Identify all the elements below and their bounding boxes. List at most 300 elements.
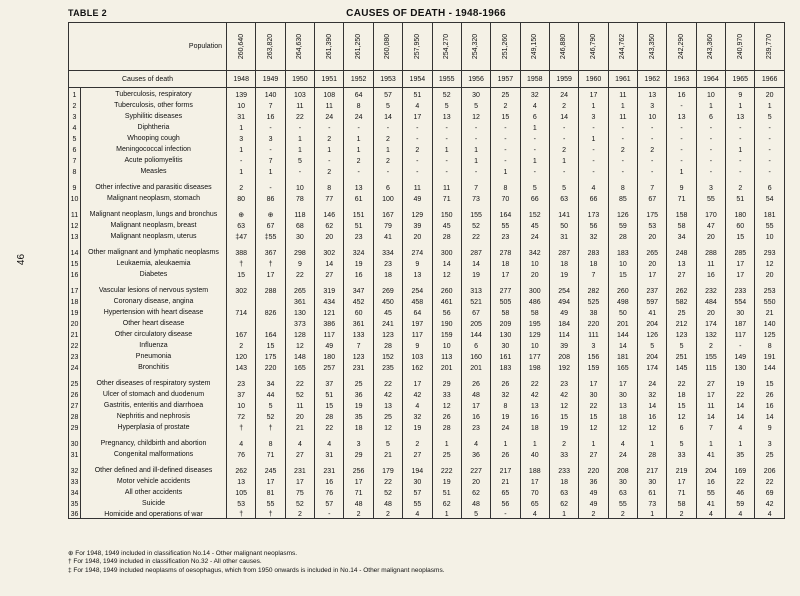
value-cell: 129 xyxy=(520,328,549,339)
value-cell: 18 xyxy=(520,421,549,432)
value-cell: - xyxy=(667,154,696,165)
value-cell: 105 xyxy=(227,486,256,497)
value-cell: 17 xyxy=(461,399,490,410)
value-cell: 12 xyxy=(373,421,402,432)
year-header: 1954 xyxy=(403,71,432,88)
table-header xyxy=(68,8,784,22)
cause-name: Measles xyxy=(81,165,227,176)
cause-name: Homicide and operations of war xyxy=(81,508,227,519)
value-cell: 597 xyxy=(638,295,667,306)
value-cell: 334 xyxy=(373,241,402,257)
value-cell: 342 xyxy=(520,241,549,257)
value-cell: - xyxy=(696,121,725,132)
value-cell: 367 xyxy=(256,241,285,257)
value-cell: 11 xyxy=(432,176,461,192)
value-cell: 222 xyxy=(432,459,461,475)
value-cell: 220 xyxy=(579,317,608,328)
value-cell: 7 xyxy=(461,176,490,192)
value-cell: 11 xyxy=(696,399,725,410)
value-cell: 81 xyxy=(256,486,285,497)
value-cell: 11 xyxy=(608,88,637,99)
value-cell: 1 xyxy=(227,121,256,132)
value-cell: 3 xyxy=(696,176,725,192)
value-cell xyxy=(227,317,256,328)
value-cell: 1 xyxy=(638,508,667,519)
population-value: 244,762 xyxy=(619,33,627,60)
cause-name: Diphtheria xyxy=(81,121,227,132)
population-value: 251,260 xyxy=(501,33,509,60)
value-cell: 11 xyxy=(285,399,314,410)
value-cell: 143 xyxy=(227,361,256,372)
table-row xyxy=(69,230,785,241)
value-cell: 195 xyxy=(520,317,549,328)
value-cell: 12 xyxy=(638,421,667,432)
value-cell: 18 xyxy=(344,421,373,432)
year-header: 1951 xyxy=(315,71,344,88)
value-cell: - xyxy=(579,121,608,132)
value-cell: 130 xyxy=(726,361,755,372)
value-cell: 22 xyxy=(373,475,402,486)
value-cell: 265 xyxy=(285,279,314,295)
table-row xyxy=(69,154,785,165)
value-cell: 42 xyxy=(373,388,402,399)
row-number: 18 xyxy=(69,295,81,306)
population-cell xyxy=(461,23,490,71)
value-cell: - xyxy=(667,121,696,132)
value-cell: 63 xyxy=(227,219,256,230)
value-cell: 22 xyxy=(726,475,755,486)
value-cell: 8 xyxy=(256,432,285,448)
population-row xyxy=(69,23,785,71)
value-cell: 78 xyxy=(285,192,314,203)
value-cell: 27 xyxy=(285,448,314,459)
value-cell: 164 xyxy=(491,203,520,219)
table-row xyxy=(69,257,785,268)
value-cell: 59 xyxy=(608,219,637,230)
value-cell: 24 xyxy=(608,448,637,459)
year-header: 1965 xyxy=(726,71,755,88)
value-cell: 1 xyxy=(579,432,608,448)
population-cell xyxy=(432,23,461,71)
value-cell: - xyxy=(726,132,755,143)
value-cell: - xyxy=(491,132,520,143)
value-cell: 20 xyxy=(315,230,344,241)
value-cell: 22 xyxy=(373,372,402,388)
value-cell: 7 xyxy=(344,339,373,350)
value-cell: 18 xyxy=(579,257,608,268)
value-cell: - xyxy=(256,176,285,192)
row-number: 16 xyxy=(69,268,81,279)
value-cell: 1 xyxy=(726,99,755,110)
year-header: 1966 xyxy=(755,71,784,88)
value-cell: 49 xyxy=(549,306,578,317)
value-cell: 1 xyxy=(256,165,285,176)
cause-name: Coronary disease, angina xyxy=(81,295,227,306)
row-number: 2 xyxy=(69,99,81,110)
value-cell: 121 xyxy=(315,306,344,317)
value-cell: 282 xyxy=(579,279,608,295)
value-cell: 40 xyxy=(520,448,549,459)
row-number: 17 xyxy=(69,279,81,295)
row-number: 30 xyxy=(69,432,81,448)
population-value: 261,250 xyxy=(355,33,363,60)
value-cell: - xyxy=(315,154,344,165)
value-cell: 4 xyxy=(520,99,549,110)
value-cell: 192 xyxy=(549,361,578,372)
cause-name: Pregnancy, childbirth and abortion xyxy=(81,432,227,448)
value-cell: 1 xyxy=(227,143,256,154)
value-cell: 9 xyxy=(667,176,696,192)
value-cell: 13 xyxy=(608,399,637,410)
value-cell: 15 xyxy=(667,399,696,410)
value-cell: 1 xyxy=(579,99,608,110)
value-cell: 17 xyxy=(256,475,285,486)
value-cell: 29 xyxy=(344,448,373,459)
value-cell: 20 xyxy=(285,410,314,421)
value-cell: 120 xyxy=(227,350,256,361)
cause-name: Tuberculosis, other forms xyxy=(81,99,227,110)
value-cell: 23 xyxy=(461,421,490,432)
value-cell: 16 xyxy=(344,268,373,279)
cause-name: Other defined and ill-defined diseases xyxy=(81,459,227,475)
value-cell: 22 xyxy=(285,268,314,279)
value-cell: 62 xyxy=(432,497,461,508)
value-cell: 4 xyxy=(403,508,432,519)
value-cell: 20 xyxy=(755,88,784,99)
value-cell: - xyxy=(579,143,608,154)
value-cell: - xyxy=(285,165,314,176)
row-number: 26 xyxy=(69,388,81,399)
value-cell: 13 xyxy=(667,257,696,268)
value-cell: 53 xyxy=(638,219,667,230)
value-cell: 3 xyxy=(227,132,256,143)
value-cell: 484 xyxy=(696,295,725,306)
value-cell: - xyxy=(461,121,490,132)
value-cell: 300 xyxy=(432,241,461,257)
value-cell: 2 xyxy=(344,154,373,165)
value-cell: 285 xyxy=(726,241,755,257)
value-cell: 16 xyxy=(638,410,667,421)
value-cell: 1 xyxy=(344,143,373,154)
value-cell: 15 xyxy=(256,339,285,350)
value-cell: - xyxy=(667,143,696,154)
value-cell: 56 xyxy=(579,219,608,230)
value-cell: 233 xyxy=(726,279,755,295)
value-cell: 205 xyxy=(461,317,490,328)
value-cell: 13 xyxy=(520,399,549,410)
value-cell: 37 xyxy=(315,372,344,388)
value-cell: 505 xyxy=(491,295,520,306)
value-cell: 49 xyxy=(579,486,608,497)
table-row xyxy=(69,372,785,388)
value-cell: 159 xyxy=(579,361,608,372)
value-cell: 39 xyxy=(403,219,432,230)
row-number: 10 xyxy=(69,192,81,203)
value-cell: 525 xyxy=(579,295,608,306)
value-cell: 1 xyxy=(608,99,637,110)
value-cell: 22 xyxy=(726,388,755,399)
value-cell: 55 xyxy=(696,192,725,203)
value-cell: 68 xyxy=(285,219,314,230)
value-cell: 298 xyxy=(285,241,314,257)
value-cell: 2 xyxy=(373,132,402,143)
value-cell: 37 xyxy=(227,388,256,399)
value-cell: 62 xyxy=(461,486,490,497)
value-cell: 19 xyxy=(432,475,461,486)
population-cell xyxy=(227,23,256,71)
value-cell: 17 xyxy=(638,268,667,279)
value-cell: 458 xyxy=(403,295,432,306)
cause-name: Hyperplasia of prostate xyxy=(81,421,227,432)
value-cell: 10 xyxy=(520,339,549,350)
value-cell: 114 xyxy=(549,328,578,339)
value-cell: 26 xyxy=(755,388,784,399)
population-cell xyxy=(256,23,285,71)
value-cell: - xyxy=(638,154,667,165)
value-cell: 16 xyxy=(256,110,285,121)
value-cell: 5 xyxy=(638,339,667,350)
value-cell: - xyxy=(520,132,549,143)
value-cell: - xyxy=(461,165,490,176)
value-cell: 300 xyxy=(520,279,549,295)
population-cell xyxy=(285,23,314,71)
year-header: 1964 xyxy=(696,71,725,88)
value-cell: 36 xyxy=(461,448,490,459)
row-number: 1 xyxy=(69,88,81,99)
value-cell: 5 xyxy=(755,110,784,121)
value-cell: - xyxy=(432,121,461,132)
value-cell: 51 xyxy=(726,192,755,203)
value-cell: 14 xyxy=(638,399,667,410)
value-cell: 73 xyxy=(638,497,667,508)
value-cell: 20 xyxy=(696,306,725,317)
population-cell xyxy=(344,23,373,71)
value-cell: 8 xyxy=(315,176,344,192)
value-cell: 32 xyxy=(403,410,432,421)
value-cell: ⊕ xyxy=(227,203,256,219)
value-cell: 42 xyxy=(549,388,578,399)
value-cell: 1 xyxy=(285,132,314,143)
population-cell xyxy=(696,23,725,71)
causes-of-death-table xyxy=(68,22,785,519)
value-cell: 126 xyxy=(608,203,637,219)
value-cell: 7 xyxy=(638,176,667,192)
value-cell: 125 xyxy=(755,328,784,339)
value-cell: - xyxy=(726,165,755,176)
footnote: ‡ For 1948, 1949 included neoplasms of oesophagus, which from 1950 onwards is included in No.14 - Other malignant neoplasms. xyxy=(68,566,445,574)
value-cell: 2 xyxy=(667,508,696,519)
value-cell: 144 xyxy=(608,328,637,339)
population-value: 254,270 xyxy=(443,33,451,60)
table-row xyxy=(69,388,785,399)
value-cell: 386 xyxy=(315,317,344,328)
value-cell: 550 xyxy=(755,295,784,306)
value-cell: 6 xyxy=(520,110,549,121)
value-cell: 10 xyxy=(696,88,725,99)
value-cell: 174 xyxy=(638,361,667,372)
value-cell: - xyxy=(696,143,725,154)
value-cell: 265 xyxy=(638,241,667,257)
value-cell: 62 xyxy=(315,219,344,230)
population-value: 242,290 xyxy=(678,33,686,60)
value-cell: 61 xyxy=(344,192,373,203)
value-cell: 159 xyxy=(432,328,461,339)
value-cell: 1 xyxy=(520,121,549,132)
value-cell: 21 xyxy=(755,306,784,317)
value-cell: 27 xyxy=(315,268,344,279)
page-number: 46 xyxy=(16,253,28,266)
value-cell: 33 xyxy=(432,388,461,399)
value-cell: 13 xyxy=(638,88,667,99)
value-cell: 15 xyxy=(579,410,608,421)
value-cell: 554 xyxy=(726,295,755,306)
value-cell: 251 xyxy=(667,350,696,361)
value-cell: 30 xyxy=(461,88,490,99)
value-cell: 149 xyxy=(726,350,755,361)
value-cell: 19 xyxy=(344,257,373,268)
value-cell: 212 xyxy=(667,317,696,328)
value-cell: 12 xyxy=(579,421,608,432)
population-value: 243,350 xyxy=(648,33,656,60)
year-header: 1955 xyxy=(432,71,461,88)
value-cell: † xyxy=(256,421,285,432)
value-cell: 70 xyxy=(491,192,520,203)
value-cell: 206 xyxy=(755,459,784,475)
table-row xyxy=(69,132,785,143)
value-cell: 1 xyxy=(667,165,696,176)
value-cell: 5 xyxy=(461,508,490,519)
table-row xyxy=(69,165,785,176)
value-cell: 194 xyxy=(403,459,432,475)
value-cell: 187 xyxy=(726,317,755,328)
value-cell: 191 xyxy=(755,350,784,361)
value-cell: 19 xyxy=(344,399,373,410)
value-cell: 13 xyxy=(667,110,696,121)
value-cell: 220 xyxy=(256,361,285,372)
row-number: 6 xyxy=(69,143,81,154)
year-header: 1958 xyxy=(520,71,549,88)
year-header: 1960 xyxy=(579,71,608,88)
table-row xyxy=(69,176,785,192)
value-cell: 128 xyxy=(285,328,314,339)
cause-name: Whooping cough xyxy=(81,132,227,143)
value-cell: 14 xyxy=(726,399,755,410)
row-number: 12 xyxy=(69,219,81,230)
value-cell: 51 xyxy=(403,88,432,99)
value-cell: 28 xyxy=(608,230,637,241)
value-cell: 248 xyxy=(667,241,696,257)
value-cell: 27 xyxy=(696,372,725,388)
value-cell: 287 xyxy=(549,241,578,257)
value-cell: 117 xyxy=(726,328,755,339)
value-cell: 50 xyxy=(608,306,637,317)
value-cell: 208 xyxy=(608,459,637,475)
value-cell: 257 xyxy=(315,361,344,372)
value-cell: 2 xyxy=(638,143,667,154)
value-cell: 76 xyxy=(315,486,344,497)
value-cell: 1 xyxy=(549,154,578,165)
value-cell: 16 xyxy=(520,410,549,421)
value-cell: 52 xyxy=(256,410,285,421)
value-cell: 8 xyxy=(491,176,520,192)
cause-name: Motor vehicle accidents xyxy=(81,475,227,486)
cause-name: Hypertension with heart disease xyxy=(81,306,227,317)
table-row xyxy=(69,295,785,306)
value-cell: 51 xyxy=(315,388,344,399)
value-cell: 48 xyxy=(461,388,490,399)
value-cell: 52 xyxy=(432,88,461,99)
value-cell: 14 xyxy=(373,110,402,121)
cause-name: Vascular lesions of nervous system xyxy=(81,279,227,295)
value-cell: 302 xyxy=(315,241,344,257)
value-cell: 58 xyxy=(520,306,549,317)
value-cell: 521 xyxy=(461,295,490,306)
value-cell: 71 xyxy=(432,192,461,203)
cause-name: Other diseases of respiratory system xyxy=(81,372,227,388)
value-cell: 1 xyxy=(432,508,461,519)
value-cell: 4 xyxy=(403,99,432,110)
value-cell: - xyxy=(726,339,755,350)
value-cell: † xyxy=(256,508,285,519)
table-row xyxy=(69,475,785,486)
value-cell: 181 xyxy=(608,350,637,361)
population-value: 249,150 xyxy=(531,33,539,60)
value-cell: 48 xyxy=(373,497,402,508)
value-cell: 12 xyxy=(549,399,578,410)
value-cell: - xyxy=(696,165,725,176)
value-cell: 18 xyxy=(491,257,520,268)
value-cell: 361 xyxy=(344,317,373,328)
value-cell: 175 xyxy=(256,350,285,361)
value-cell: 16 xyxy=(755,399,784,410)
value-cell: 1 xyxy=(315,143,344,154)
value-cell: 63 xyxy=(608,486,637,497)
value-cell: 8 xyxy=(608,176,637,192)
value-cell: 4 xyxy=(726,508,755,519)
value-cell: 494 xyxy=(549,295,578,306)
value-cell: 174 xyxy=(696,317,725,328)
value-cell: - xyxy=(696,132,725,143)
value-cell: 184 xyxy=(549,317,578,328)
value-cell: 217 xyxy=(638,459,667,475)
population-value: 263,820 xyxy=(267,33,275,60)
value-cell: 450 xyxy=(373,295,402,306)
value-cell: - xyxy=(491,508,520,519)
value-cell: 241 xyxy=(373,317,402,328)
value-cell: 1 xyxy=(549,508,578,519)
value-cell: 2 xyxy=(344,508,373,519)
cause-name: Diabetes xyxy=(81,268,227,279)
value-cell: 62 xyxy=(549,497,578,508)
year-header: 1949 xyxy=(256,71,285,88)
value-cell: 28 xyxy=(432,421,461,432)
value-cell: 21 xyxy=(373,448,402,459)
value-cell: 57 xyxy=(403,486,432,497)
value-cell: 254 xyxy=(403,279,432,295)
value-cell: 1 xyxy=(461,154,490,165)
value-cell: 30 xyxy=(491,339,520,350)
value-cell: 9 xyxy=(403,257,432,268)
value-cell: 20 xyxy=(520,268,549,279)
cause-name: Tuberculosis, respiratory xyxy=(81,88,227,99)
value-cell: 36 xyxy=(344,388,373,399)
value-cell: 18 xyxy=(608,410,637,421)
value-cell: 1 xyxy=(491,432,520,448)
value-cell: 219 xyxy=(667,459,696,475)
value-cell: 434 xyxy=(315,295,344,306)
value-cell: 103 xyxy=(403,350,432,361)
cause-name: Congenital malformations xyxy=(81,448,227,459)
